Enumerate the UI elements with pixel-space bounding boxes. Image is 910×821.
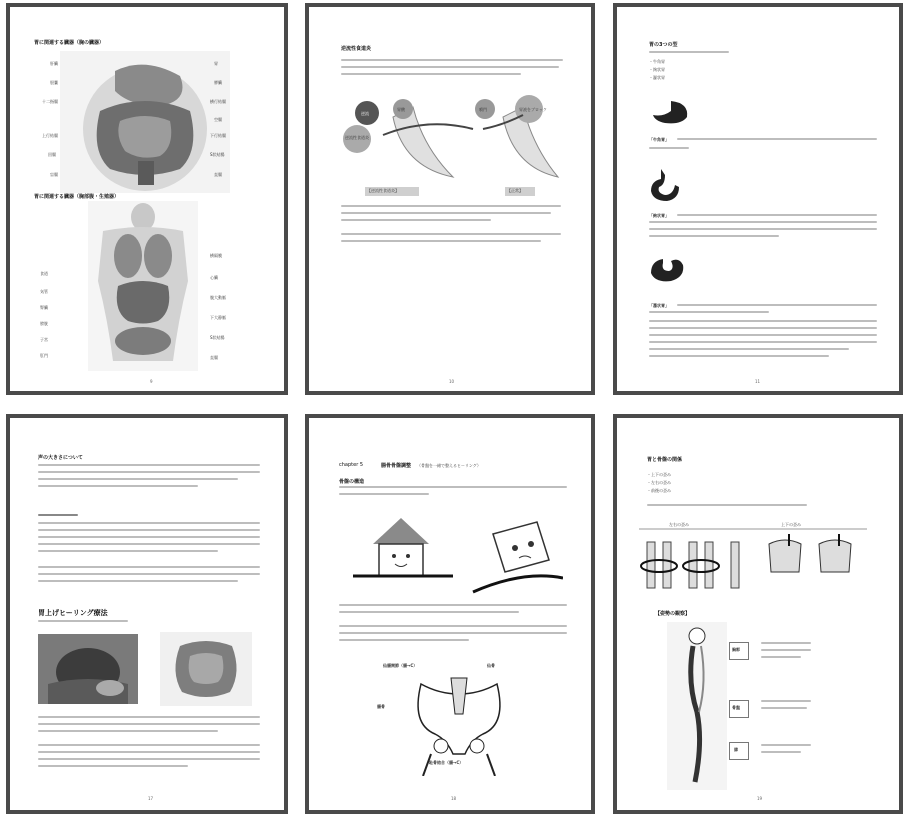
- text-line: [38, 580, 238, 582]
- text-line: [649, 221, 877, 223]
- list-item: ・上下の歪み: [647, 472, 671, 477]
- page-subtitle: 胃に関連する臓器（胸部腹・生殖器）: [34, 194, 120, 200]
- text-line: [649, 348, 849, 350]
- text-line: [649, 334, 877, 336]
- organ-label: 回腸: [48, 152, 56, 157]
- text-line: [677, 304, 877, 306]
- pelvis-distortion-figure: [639, 528, 867, 590]
- document-page-4: [6, 414, 288, 814]
- stomach-type-illustration: [647, 167, 683, 203]
- page-number: 10: [449, 379, 455, 384]
- text-line: [38, 471, 260, 473]
- text-line: [38, 485, 198, 487]
- stomach-type-illustration: [651, 99, 691, 127]
- text-line: [38, 765, 188, 767]
- page-title: 胃の3つの型: [649, 42, 678, 48]
- bubble-label: 噴門: [479, 107, 487, 112]
- document-page-6: [613, 414, 903, 814]
- text-line: [38, 566, 260, 568]
- text-line: [341, 205, 561, 207]
- page-title: 胃と骨盤の関係: [647, 457, 683, 463]
- page-number: 18: [451, 796, 457, 801]
- page-title: 逆流性食道炎: [341, 46, 372, 52]
- text-line: [38, 550, 218, 552]
- bubble-label: 逆流: [361, 111, 369, 116]
- intestine-illustration: [160, 632, 252, 706]
- text-line: [38, 514, 78, 516]
- text-line: [38, 464, 260, 466]
- text-line: [38, 758, 260, 760]
- list-item: ・前後の歪み: [647, 488, 671, 493]
- text-line: [341, 59, 563, 61]
- text-line: [38, 620, 128, 622]
- figure-label: 左右の歪み: [669, 522, 689, 527]
- text-line: [38, 522, 260, 524]
- text-line: [649, 147, 689, 149]
- organ-label: 横隔膜: [210, 253, 222, 258]
- text-line: [38, 744, 260, 746]
- document-page-1: [6, 3, 288, 395]
- stomach-type-label: 「鉤状胃」: [649, 213, 669, 218]
- figure-caption: 【逆流性食道炎】: [367, 188, 399, 193]
- section-heading: 胃上げヒーリング療法: [38, 609, 108, 617]
- text-line: [341, 219, 491, 221]
- text-line: [649, 235, 779, 237]
- text-line: [761, 700, 811, 702]
- organ-label: 盲腸: [50, 172, 58, 177]
- organ-label: 直腸: [210, 355, 218, 360]
- organ-label: 下行結腸: [210, 133, 226, 138]
- text-line: [38, 730, 218, 732]
- text-line: [38, 529, 260, 531]
- organ-label: 膀胱: [40, 321, 48, 326]
- bubble-label: 逆流性食道炎: [345, 135, 369, 140]
- page-number: 19: [757, 796, 763, 801]
- page-number: 11: [755, 379, 761, 384]
- list-item: ・牛角胃: [649, 59, 665, 64]
- text-line: [38, 723, 260, 725]
- page-number: 17: [148, 796, 154, 801]
- text-line: [761, 751, 801, 753]
- text-line: [339, 486, 567, 488]
- posture-box-label: 胸郭: [732, 647, 740, 652]
- organ-label: 子宮: [40, 337, 48, 342]
- organ-label: 横行結腸: [210, 99, 226, 104]
- text-line: [649, 228, 877, 230]
- house-and-building-illustration: [353, 514, 563, 600]
- text-line: [649, 355, 829, 357]
- digestive-organs-illustration: [60, 51, 230, 193]
- organ-label: 直腸: [214, 172, 222, 177]
- stomach-type-label: 「瀑状胃」: [649, 303, 669, 308]
- document-page-5: [305, 414, 595, 814]
- anatomy-label: 恥骨結合（腸→C）: [429, 760, 464, 765]
- section-label: 骨盤の構造: [339, 479, 365, 485]
- organ-label: 胃: [214, 61, 218, 66]
- organ-label: 食道: [40, 271, 48, 276]
- page-number: 9: [150, 379, 153, 384]
- stomach-type-illustration: [647, 249, 687, 285]
- figure-caption: 【正常】: [507, 188, 523, 193]
- text-line: [677, 214, 877, 216]
- text-line: [649, 311, 769, 313]
- organ-label: 肛門: [40, 353, 48, 358]
- document-page-3: [613, 3, 903, 395]
- text-line: [761, 744, 811, 746]
- text-line: [38, 478, 238, 480]
- organ-label: S状結腸: [210, 152, 225, 157]
- text-line: [761, 656, 801, 658]
- posture-box: [729, 742, 749, 760]
- text-line: [341, 212, 551, 214]
- organ-label: 胆嚢: [50, 80, 58, 85]
- organ-label: 上行結腸: [42, 133, 58, 138]
- text-line: [339, 632, 567, 634]
- anatomy-label: 仙腸関節（腸→C）: [383, 663, 418, 668]
- text-line: [649, 327, 877, 329]
- organ-label: 空腸: [214, 117, 222, 122]
- posture-box-label: 膝: [734, 747, 738, 752]
- bubble-label: 胃酸: [397, 107, 405, 112]
- text-line: [38, 751, 260, 753]
- text-line: [341, 66, 559, 68]
- organ-label: 腎臓: [40, 305, 48, 310]
- page-title: 声の大きさについて: [38, 455, 83, 461]
- text-line: [761, 707, 807, 709]
- reflux-diagram: [333, 87, 573, 197]
- text-line: [647, 504, 807, 506]
- document-page-2: [305, 3, 595, 395]
- list-item: ・左右の歪み: [647, 480, 671, 485]
- text-line: [761, 649, 811, 651]
- organ-label: 心臓: [210, 275, 218, 280]
- organ-label: S状結腸: [210, 335, 225, 340]
- text-line: [341, 240, 541, 242]
- text-line: [341, 73, 521, 75]
- text-line: [677, 138, 877, 140]
- text-line: [38, 536, 260, 538]
- chapter-label: chapter 5: [339, 462, 364, 468]
- page-title: 胃に関連する臓器（胸の臓器）: [34, 40, 105, 46]
- section-label: 【姿勢の観察】: [655, 611, 691, 617]
- text-line: [649, 51, 729, 53]
- posture-figure: [667, 622, 727, 790]
- list-item: ・鉤状胃: [649, 67, 665, 72]
- bubble-label: 胃液をブロック: [519, 107, 547, 112]
- anatomy-label: 仙骨: [487, 663, 495, 668]
- anatomy-label: 腸骨: [377, 704, 385, 709]
- list-item: ・瀑状胃: [649, 75, 665, 80]
- page-title: 腸骨骨盤調整: [381, 463, 412, 469]
- organ-label: 下大静脈: [210, 315, 226, 320]
- page-subtitle: （骨盤を一緒で整えるヒーリング）: [417, 463, 481, 468]
- organ-label: 肝臓: [50, 61, 58, 66]
- posture-box-label: 骨盤: [732, 705, 740, 710]
- text-line: [38, 543, 260, 545]
- abdomen-photo: [38, 634, 138, 704]
- organ-label: 十二指腸: [42, 99, 58, 104]
- text-line: [339, 639, 469, 641]
- organ-label: 腹大動脈: [210, 295, 226, 300]
- torso-organs-illustration: [88, 201, 198, 371]
- text-line: [649, 320, 877, 322]
- text-line: [761, 642, 811, 644]
- text-line: [339, 611, 519, 613]
- stomach-type-label: 「牛角胃」: [649, 137, 669, 142]
- figure-label: 上下の歪み: [781, 522, 801, 527]
- text-line: [339, 625, 567, 627]
- text-line: [339, 493, 429, 495]
- organ-label: 膵臓: [214, 80, 222, 85]
- text-line: [38, 716, 260, 718]
- text-line: [649, 341, 877, 343]
- organ-label: 気管: [40, 289, 48, 294]
- text-line: [339, 604, 567, 606]
- text-line: [38, 573, 260, 575]
- text-line: [341, 233, 561, 235]
